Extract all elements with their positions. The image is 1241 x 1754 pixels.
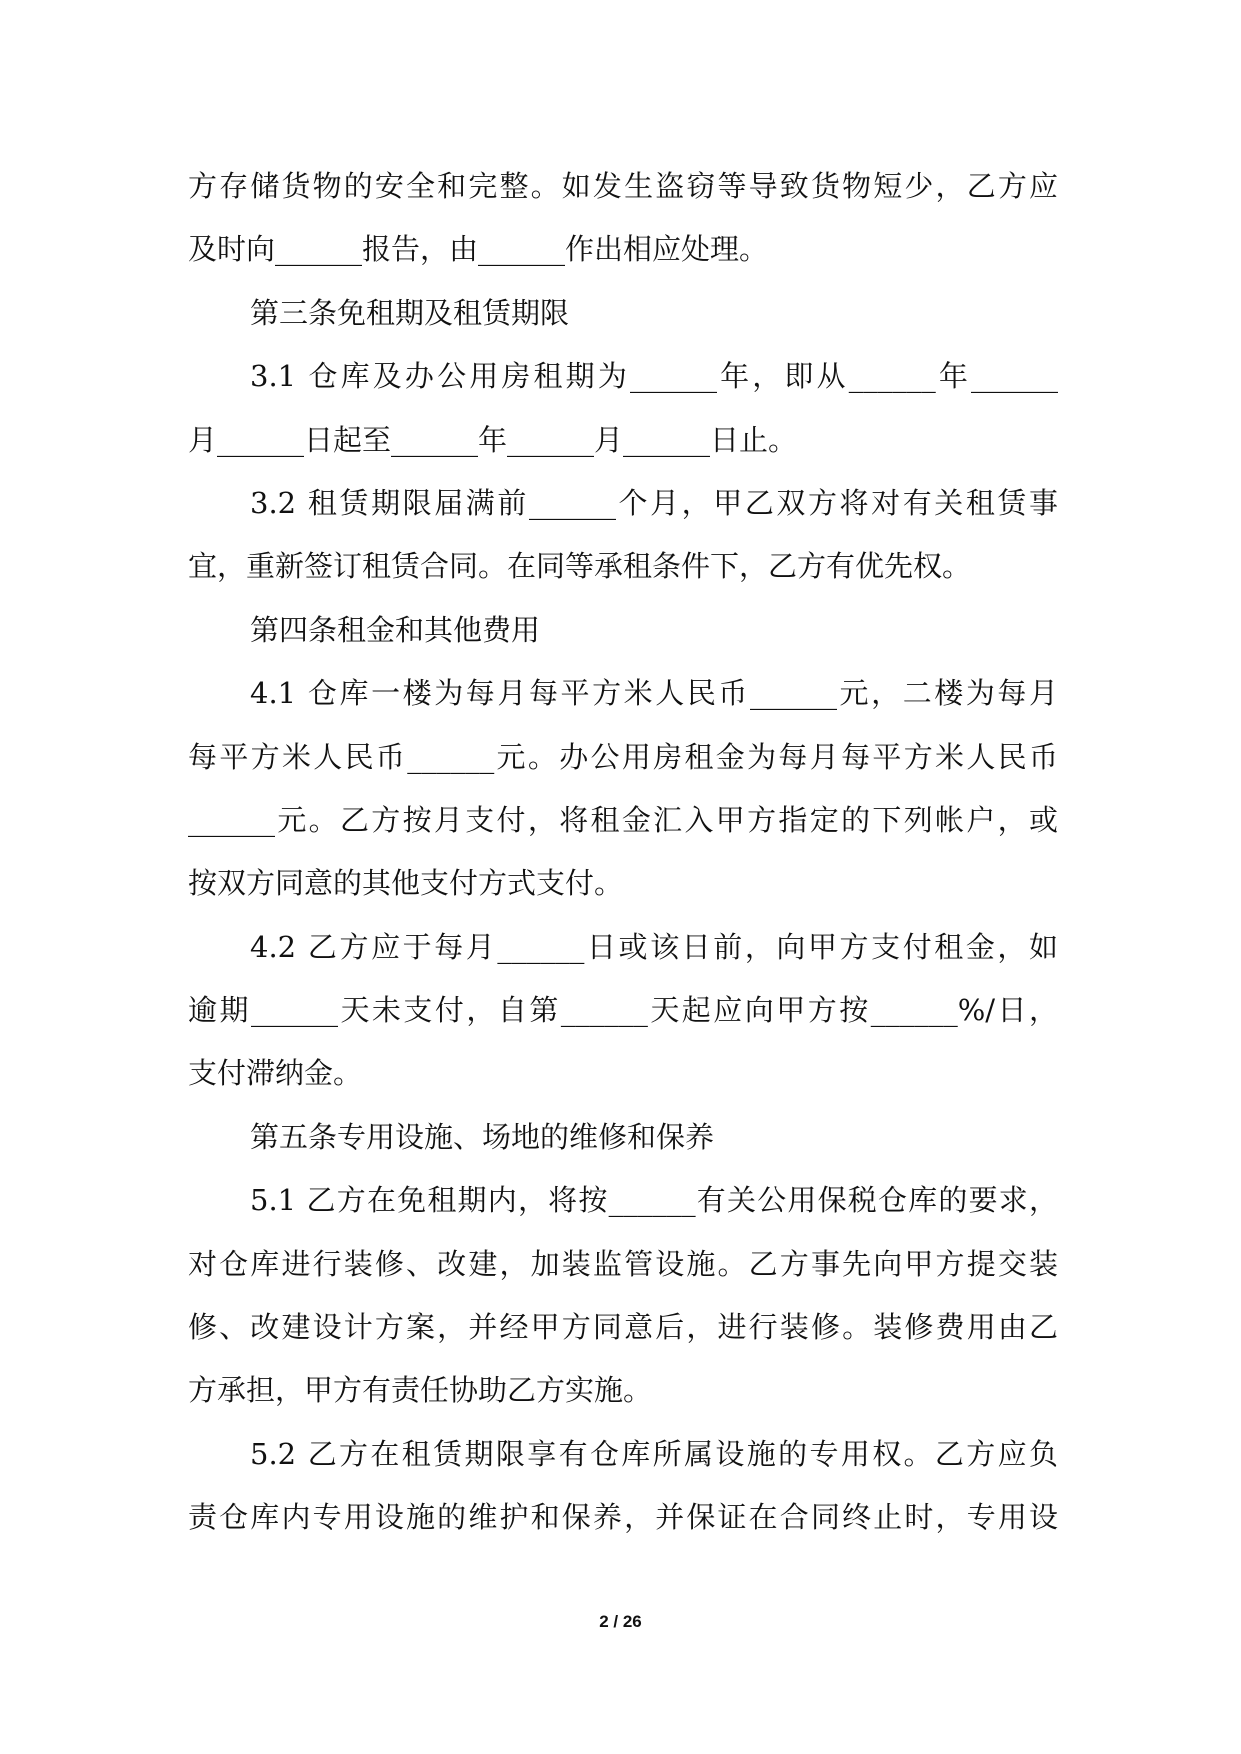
text-line: 3.1 仓库及办公用房租期为______年，即从______年______ xyxy=(250,359,1058,394)
page-number: 2 / 26 xyxy=(599,1612,642,1631)
text-line: 4.1 仓库一楼为每月每平方米人民币______元，二楼为每月 xyxy=(250,676,1058,711)
text-line: 第五条专用设施、场地的维修和保养 xyxy=(250,1119,715,1154)
text-line: 方存储货物的安全和完整。如发生盗窃等导致货物短少，乙方应 xyxy=(188,169,1058,203)
text-line: 宜，重新签订租赁合同。在同等承租条件下，乙方有优先权。 xyxy=(188,549,972,584)
text-line: 5.1 乙方在免租期内，将按______有关公用保税仓库的要求， xyxy=(250,1183,1058,1218)
text-line: 修、改建设计方案，并经甲方同意后，进行装修。装修费用由乙 xyxy=(188,1310,1058,1345)
text-line: 对仓库进行装修、改建，加装监管设施。乙方事先向甲方提交装 xyxy=(188,1246,1058,1281)
text-line: 月______日起至______年______月______日止。 xyxy=(188,422,798,457)
text-line: 5.2 乙方在租赁期限享有仓库所属设施的专用权。乙方应负 xyxy=(250,1436,1058,1471)
text-line: 第三条免租期及租赁期限 xyxy=(250,295,570,330)
text-line: 责仓库内专用设施的维护和保养，并保证在合同终止时，专用设 xyxy=(188,1500,1058,1535)
text-line: 支付滞纳金。 xyxy=(188,1056,363,1091)
text-line: ______元。乙方按月支付，将租金汇入甲方指定的下列帐户，或 xyxy=(188,802,1058,837)
text-line: 逾期______天未支付，自第______天起应向甲方按______%/日， xyxy=(188,993,1058,1028)
text-line: 每平方米人民币______元。办公用房租金为每月每平方米人民币 xyxy=(188,739,1058,774)
text-line: 4.2 乙方应于每月______日或该日前，向甲方支付租金，如 xyxy=(250,929,1058,964)
text-line: 及时向______报告，由______作出相应处理。 xyxy=(188,232,769,267)
document-body xyxy=(188,155,1058,1550)
text-line: 按双方同意的其他支付方式支付。 xyxy=(188,866,624,901)
text-line: 方承担，甲方有责任协助乙方实施。 xyxy=(188,1373,653,1408)
text-line: 第四条租金和其他费用 xyxy=(250,612,541,647)
text-line: 3.2 租赁期限届满前______个月，甲乙双方将对有关租赁事 xyxy=(250,485,1058,520)
